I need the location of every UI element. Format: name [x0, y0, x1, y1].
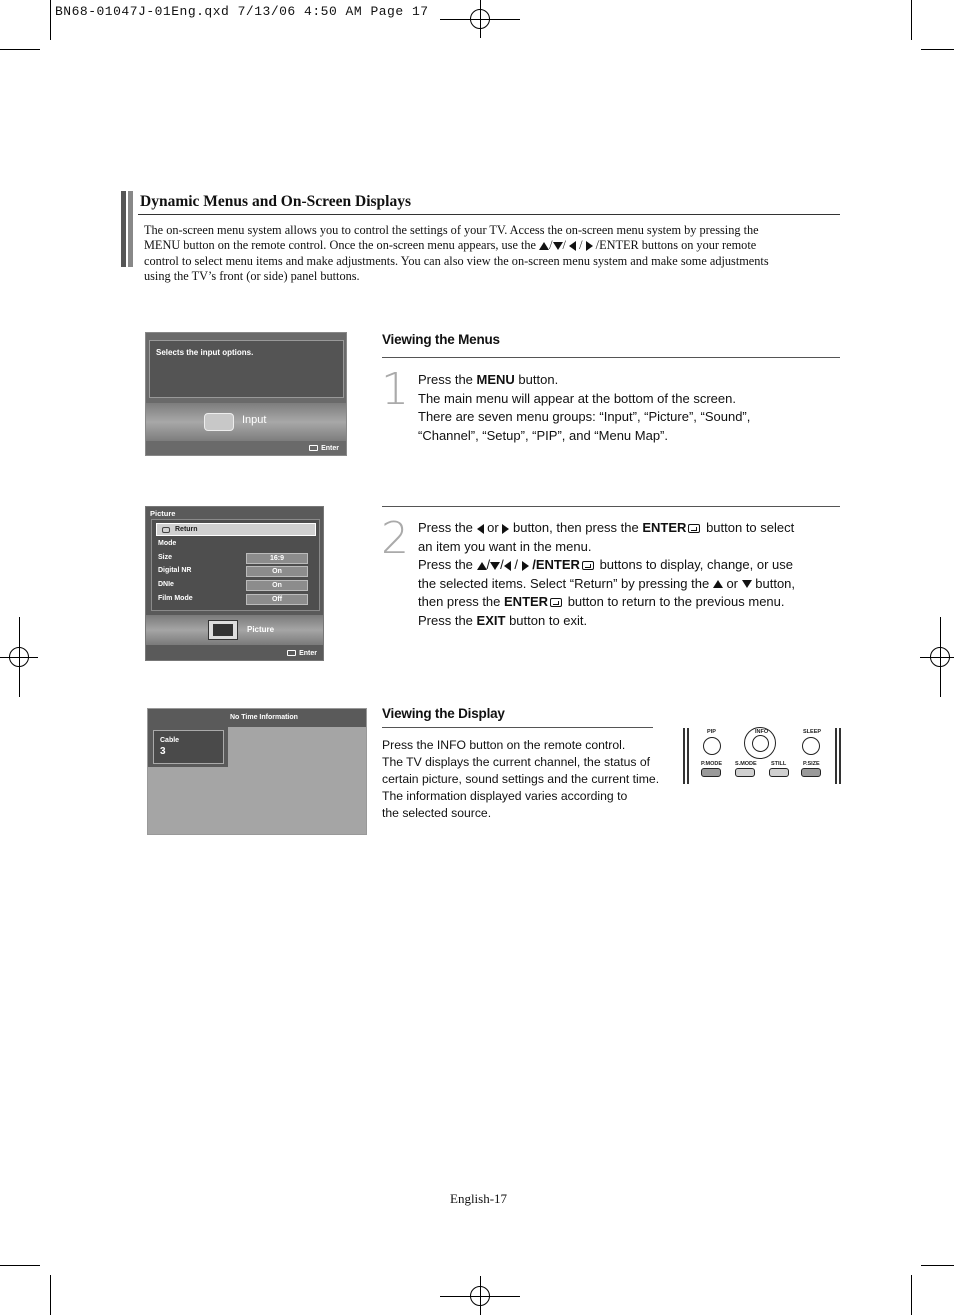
picture-menu-screen: [145, 506, 324, 661]
info-button[interactable]: [752, 735, 769, 752]
right-arrow-icon: [586, 241, 593, 251]
pip-label: PIP: [707, 729, 716, 735]
file-slug: BN68-01047J-01Eng.qxd 7/13/06 4:50 AM Page 17: [55, 4, 429, 19]
enter-icon: [309, 445, 318, 451]
menu-item-return[interactable]: Return: [156, 523, 316, 536]
enter-icon: [688, 524, 700, 533]
viewing-display-rule: [382, 727, 653, 728]
enter-icon: [550, 598, 562, 607]
smode-label: S.MODE: [735, 761, 757, 767]
step-2-text: Press the or button, then press the ENTER button to select an item you want in the menu. Press the / / / /ENTER buttons to display, change, or use the selected items. Select “Return” by pressing the or button, then press the ENTER button to return to the previous menu. Press the EXIT button to exit.: [418, 520, 796, 628]
channel-number: 3: [160, 746, 166, 757]
section-rule: [138, 214, 840, 215]
viewing-display-title: Viewing the Display: [382, 706, 505, 721]
section-bar-dark: [121, 191, 126, 267]
psize-label: P.SIZE: [803, 761, 820, 767]
section-title: Dynamic Menus and On-Screen Displays: [140, 193, 411, 210]
picture-header: Picture: [150, 509, 176, 518]
dnie-value: On: [246, 580, 308, 591]
source-label: Cable: [160, 737, 180, 744]
viewing-display-text: Press the INFO button on the remote control. The TV displays the current channel, the status of certain picture, sound settings and the current time. The information displayed varies according to the selected source.: [382, 738, 660, 820]
smode-button[interactable]: [735, 768, 755, 777]
still-button[interactable]: [769, 768, 789, 777]
menu-item-mode[interactable]: Mode: [158, 540, 177, 547]
up-arrow-icon: [713, 580, 723, 588]
menu-item-size[interactable]: Size: [158, 554, 173, 561]
still-label: STILL: [771, 761, 787, 767]
info-top-bar: [148, 709, 366, 727]
left-arrow-icon: [504, 561, 511, 571]
description-text: Selects the input options.: [156, 348, 254, 357]
down-arrow-icon: [490, 562, 500, 570]
step-1-number: 1: [381, 364, 409, 415]
film-mode-value: Off: [246, 594, 308, 605]
size-value: 16:9: [246, 553, 308, 564]
right-arrow-icon: [502, 524, 509, 534]
time-info-text: No Time Information: [230, 714, 298, 721]
menu-band: [146, 403, 346, 441]
up-arrow-icon: [539, 242, 549, 250]
input-icon: [204, 413, 234, 431]
enter-hint: Enter: [309, 445, 339, 452]
psize-button[interactable]: [801, 768, 821, 777]
down-arrow-icon: [742, 580, 752, 588]
pip-button[interactable]: [703, 737, 721, 755]
pmode-button[interactable]: [701, 768, 721, 777]
picture-menu-label: Picture: [247, 625, 275, 634]
enter-icon: [582, 561, 594, 570]
menu-item-dnie[interactable]: DNIe: [158, 581, 174, 588]
intro-line-1: The on-screen menu system allows you to control the settings of your TV. Access the on-screen menu system by pressing the: [144, 223, 759, 237]
info-display-screen: [147, 708, 367, 835]
viewing-menus-rule: [382, 357, 840, 358]
right-arrow-icon: [522, 561, 529, 571]
step-1-text: Press the MENU button. The main menu will appear at the bottom of the screen. There are seven menu groups: “Input”, “Picture”, “Sound”, “Channel”, “Setup”, “PIP”, and “Menu Map”.: [418, 372, 751, 443]
pmode-label: P.MODE: [701, 761, 722, 767]
channel-box: [153, 730, 224, 764]
intro-line-2: MENU button on the remote control. Once the on-screen menu appears, use the / / / /ENTER buttons on your remote: [144, 238, 757, 253]
input-menu-label: Input: [242, 414, 267, 426]
intro-line-3: control to select menu items and make adjustments. You can also view the on-screen menu system and make some adjustments: [144, 253, 769, 268]
menu-item-film-mode[interactable]: Film Mode: [158, 595, 193, 602]
channel-panel: [148, 727, 228, 767]
menu-item-digital-nr[interactable]: Digital NR: [158, 567, 192, 574]
viewing-menus-title: Viewing the Menus: [382, 332, 500, 347]
left-arrow-icon: [477, 524, 484, 534]
digital-nr-value: On: [246, 566, 308, 577]
page-number: English-17: [450, 1191, 508, 1206]
menu-band: [146, 615, 323, 645]
down-arrow-icon: [553, 242, 563, 250]
picture-panel: [151, 519, 320, 611]
input-menu-screen: [145, 332, 347, 456]
return-icon: [162, 527, 170, 533]
sleep-button[interactable]: [802, 737, 820, 755]
description-box: [149, 340, 344, 398]
sleep-label: SLEEP: [803, 729, 822, 735]
info-label: INFO: [755, 729, 769, 735]
step-2-number: 2: [381, 513, 409, 564]
left-arrow-icon: [569, 241, 576, 251]
picture-icon: [208, 620, 238, 640]
remote-illustration: [683, 726, 841, 784]
intro-line-4: using the TV’s front (or side) panel buttons.: [144, 268, 360, 283]
up-arrow-icon: [477, 562, 487, 570]
section-bar-light: [128, 191, 133, 267]
step-divider-rule: [382, 506, 840, 507]
intro-paragraph: [144, 223, 834, 284]
enter-hint: Enter: [287, 650, 317, 657]
enter-icon: [287, 650, 296, 656]
